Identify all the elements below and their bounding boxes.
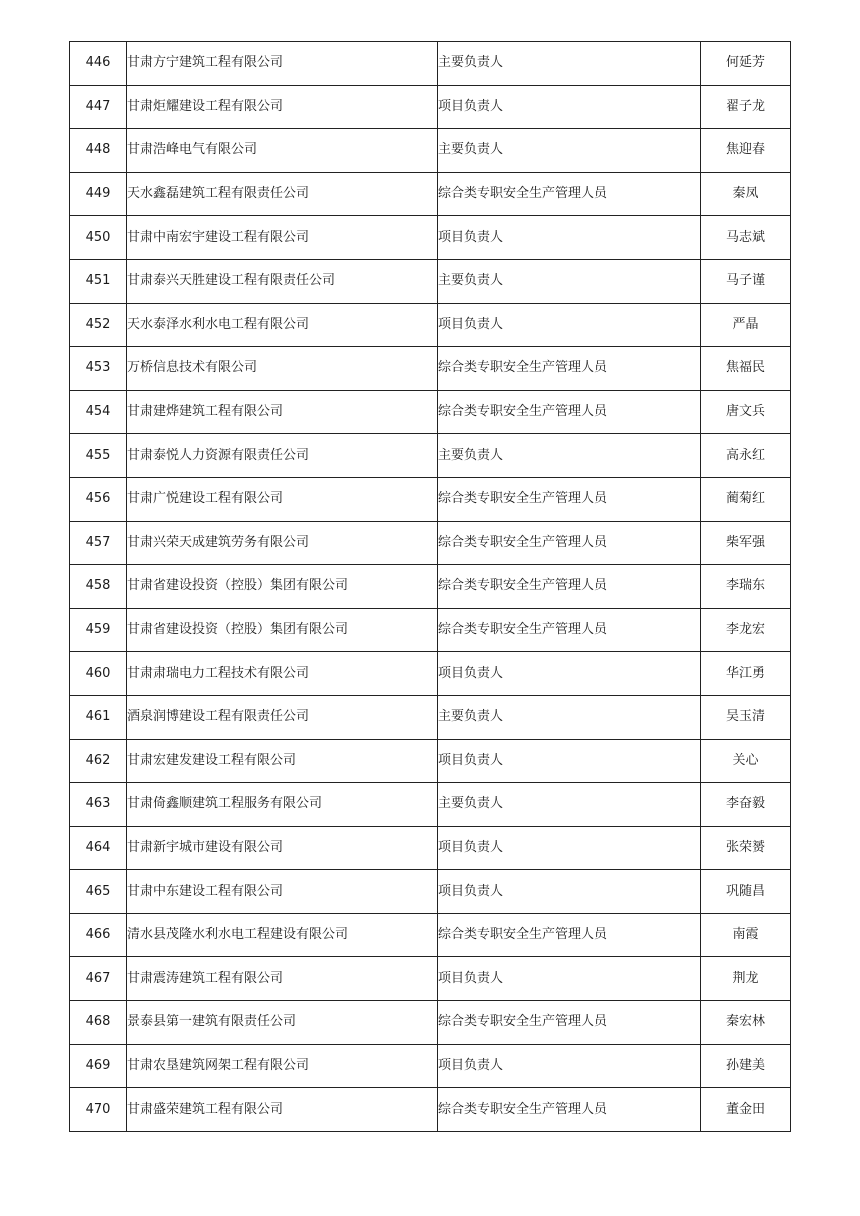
personnel-role-cell: 主要负责人	[438, 783, 701, 827]
company-name-cell: 甘肃震涛建筑工程有限公司	[127, 957, 438, 1001]
row-number-cell: 468	[70, 1001, 127, 1045]
table-row	[70, 695, 791, 739]
table-row	[70, 1088, 791, 1132]
row-number-cell: 470	[70, 1088, 127, 1132]
row-number-cell: 451	[70, 259, 127, 303]
row-number-cell: 452	[70, 303, 127, 347]
company-name-cell: 甘肃兴荣天成建筑劳务有限公司	[127, 521, 438, 565]
personnel-role-cell: 项目负责人	[438, 870, 701, 914]
personnel-role-cell: 项目负责人	[438, 303, 701, 347]
row-number-cell: 454	[70, 390, 127, 434]
person-name-cell: 华江勇	[701, 652, 791, 696]
personnel-role-cell: 综合类专职安全生产管理人员	[438, 608, 701, 652]
company-name-cell: 甘肃泰悦人力资源有限责任公司	[127, 434, 438, 478]
table-row	[70, 390, 791, 434]
company-name-cell: 甘肃宏建发建设工程有限公司	[127, 739, 438, 783]
company-name-cell: 甘肃农垦建筑网架工程有限公司	[127, 1044, 438, 1088]
personnel-table	[69, 41, 791, 1132]
personnel-role-cell: 主要负责人	[438, 259, 701, 303]
company-name-cell: 万桥信息技术有限公司	[127, 347, 438, 391]
table-row	[70, 652, 791, 696]
company-name-cell: 清水县茂隆水利水电工程建设有限公司	[127, 913, 438, 957]
table-row	[70, 303, 791, 347]
company-name-cell: 酒泉润博建设工程有限责任公司	[127, 695, 438, 739]
table-row	[70, 913, 791, 957]
row-number-cell: 463	[70, 783, 127, 827]
row-number-cell: 465	[70, 870, 127, 914]
personnel-role-cell: 主要负责人	[438, 42, 701, 86]
row-number-cell: 464	[70, 826, 127, 870]
row-number-cell: 461	[70, 695, 127, 739]
person-name-cell: 李奋毅	[701, 783, 791, 827]
company-name-cell: 甘肃炬耀建设工程有限公司	[127, 85, 438, 129]
personnel-role-cell: 主要负责人	[438, 695, 701, 739]
table-row	[70, 347, 791, 391]
personnel-role-cell: 项目负责人	[438, 957, 701, 1001]
person-name-cell: 焦福民	[701, 347, 791, 391]
row-number-cell: 455	[70, 434, 127, 478]
table-row	[70, 1001, 791, 1045]
person-name-cell: 李瑞东	[701, 565, 791, 609]
personnel-role-cell: 主要负责人	[438, 129, 701, 173]
row-number-cell: 448	[70, 129, 127, 173]
company-name-cell: 甘肃新宇城市建设有限公司	[127, 826, 438, 870]
person-name-cell: 马子谨	[701, 259, 791, 303]
table-row	[70, 129, 791, 173]
person-name-cell: 秦宏林	[701, 1001, 791, 1045]
personnel-role-cell: 综合类专职安全生产管理人员	[438, 347, 701, 391]
company-name-cell: 甘肃中南宏宇建设工程有限公司	[127, 216, 438, 260]
table-row	[70, 957, 791, 1001]
personnel-role-cell: 主要负责人	[438, 434, 701, 478]
company-name-cell: 天水鑫磊建筑工程有限责任公司	[127, 172, 438, 216]
personnel-role-cell: 综合类专职安全生产管理人员	[438, 1088, 701, 1132]
person-name-cell: 焦迎春	[701, 129, 791, 173]
table-row	[70, 521, 791, 565]
company-name-cell: 甘肃广悦建设工程有限公司	[127, 477, 438, 521]
person-name-cell: 孙建美	[701, 1044, 791, 1088]
company-name-cell: 景泰县第一建筑有限责任公司	[127, 1001, 438, 1045]
company-name-cell: 天水泰泽水利水电工程有限公司	[127, 303, 438, 347]
table-row	[70, 434, 791, 478]
person-name-cell: 巩随昌	[701, 870, 791, 914]
personnel-role-cell: 综合类专职安全生产管理人员	[438, 172, 701, 216]
table-row	[70, 608, 791, 652]
table-row	[70, 259, 791, 303]
personnel-role-cell: 综合类专职安全生产管理人员	[438, 913, 701, 957]
row-number-cell: 450	[70, 216, 127, 260]
row-number-cell: 453	[70, 347, 127, 391]
personnel-role-cell: 综合类专职安全生产管理人员	[438, 477, 701, 521]
table-row	[70, 172, 791, 216]
table-body	[70, 42, 791, 1132]
person-name-cell: 张荣赟	[701, 826, 791, 870]
person-name-cell: 荆龙	[701, 957, 791, 1001]
person-name-cell: 李龙宏	[701, 608, 791, 652]
personnel-role-cell: 项目负责人	[438, 216, 701, 260]
table-row	[70, 477, 791, 521]
personnel-role-cell: 综合类专职安全生产管理人员	[438, 521, 701, 565]
table-row	[70, 826, 791, 870]
personnel-role-cell: 项目负责人	[438, 1044, 701, 1088]
row-number-cell: 466	[70, 913, 127, 957]
company-name-cell: 甘肃建烨建筑工程有限公司	[127, 390, 438, 434]
person-name-cell: 蔺菊红	[701, 477, 791, 521]
person-name-cell: 吴玉清	[701, 695, 791, 739]
person-name-cell: 关心	[701, 739, 791, 783]
row-number-cell: 447	[70, 85, 127, 129]
company-name-cell: 甘肃倚鑫顺建筑工程服务有限公司	[127, 783, 438, 827]
table-row	[70, 870, 791, 914]
table-row	[70, 85, 791, 129]
person-name-cell: 严晶	[701, 303, 791, 347]
table-row	[70, 565, 791, 609]
person-name-cell: 马志斌	[701, 216, 791, 260]
table-row	[70, 739, 791, 783]
company-name-cell: 甘肃泰兴天胜建设工程有限责任公司	[127, 259, 438, 303]
person-name-cell: 高永红	[701, 434, 791, 478]
person-name-cell: 何延芳	[701, 42, 791, 86]
row-number-cell: 456	[70, 477, 127, 521]
personnel-role-cell: 项目负责人	[438, 652, 701, 696]
row-number-cell: 460	[70, 652, 127, 696]
personnel-role-cell: 综合类专职安全生产管理人员	[438, 1001, 701, 1045]
person-name-cell: 南霞	[701, 913, 791, 957]
row-number-cell: 467	[70, 957, 127, 1001]
person-name-cell: 秦凤	[701, 172, 791, 216]
personnel-role-cell: 综合类专职安全生产管理人员	[438, 565, 701, 609]
table-row	[70, 216, 791, 260]
company-name-cell: 甘肃浩峰电气有限公司	[127, 129, 438, 173]
row-number-cell: 446	[70, 42, 127, 86]
table-row	[70, 783, 791, 827]
company-name-cell: 甘肃省建设投资（控股）集团有限公司	[127, 608, 438, 652]
company-name-cell: 甘肃中东建设工程有限公司	[127, 870, 438, 914]
company-name-cell: 甘肃省建设投资（控股）集团有限公司	[127, 565, 438, 609]
personnel-role-cell: 项目负责人	[438, 826, 701, 870]
row-number-cell: 449	[70, 172, 127, 216]
row-number-cell: 459	[70, 608, 127, 652]
table-row	[70, 1044, 791, 1088]
person-name-cell: 董金田	[701, 1088, 791, 1132]
person-name-cell: 翟子龙	[701, 85, 791, 129]
row-number-cell: 458	[70, 565, 127, 609]
row-number-cell: 469	[70, 1044, 127, 1088]
company-name-cell: 甘肃方宁建筑工程有限公司	[127, 42, 438, 86]
personnel-role-cell: 项目负责人	[438, 85, 701, 129]
row-number-cell: 462	[70, 739, 127, 783]
row-number-cell: 457	[70, 521, 127, 565]
table-row	[70, 42, 791, 86]
personnel-role-cell: 综合类专职安全生产管理人员	[438, 390, 701, 434]
personnel-role-cell: 项目负责人	[438, 739, 701, 783]
person-name-cell: 柴军强	[701, 521, 791, 565]
person-name-cell: 唐文兵	[701, 390, 791, 434]
company-name-cell: 甘肃肃瑞电力工程技术有限公司	[127, 652, 438, 696]
company-name-cell: 甘肃盛荣建筑工程有限公司	[127, 1088, 438, 1132]
